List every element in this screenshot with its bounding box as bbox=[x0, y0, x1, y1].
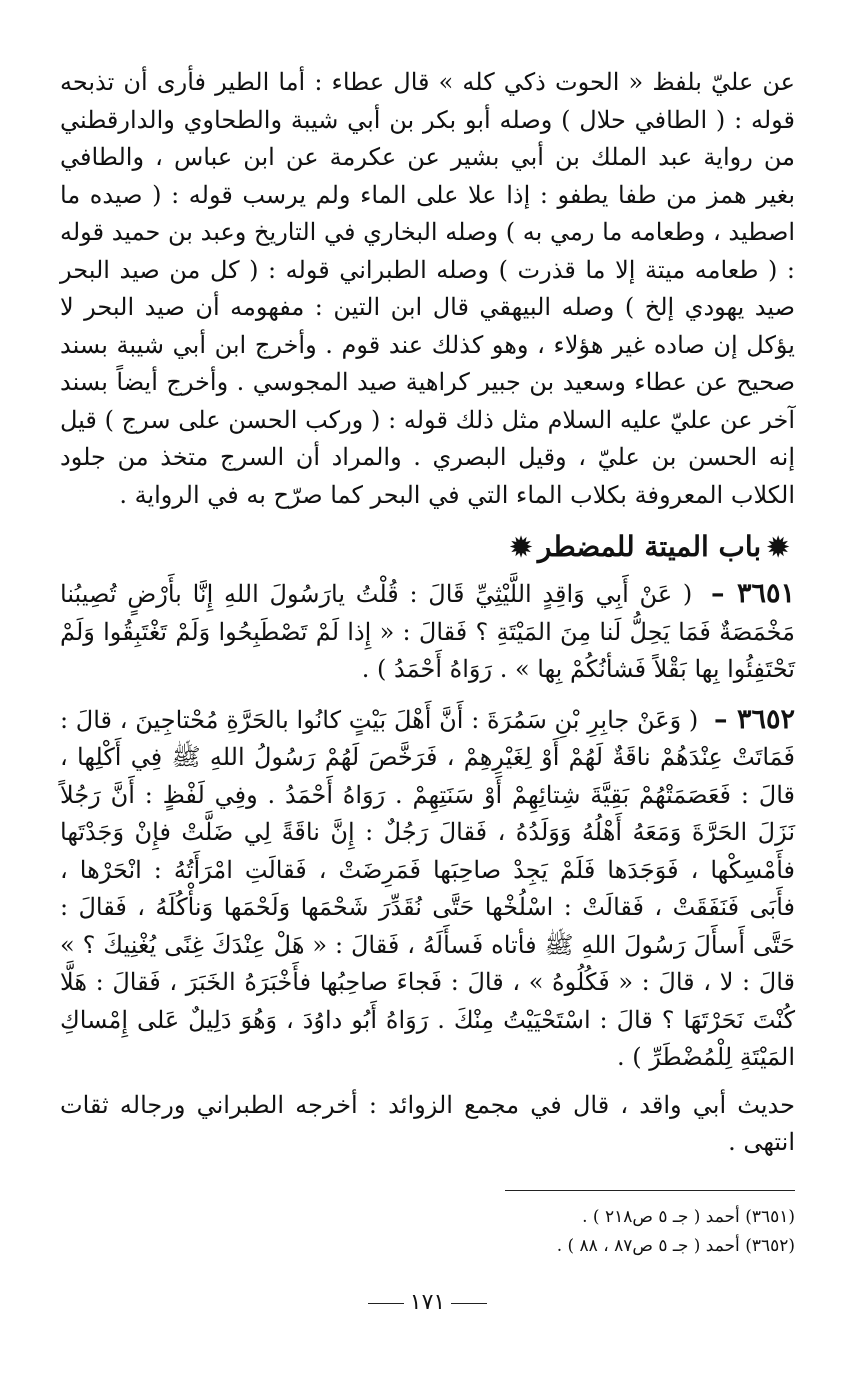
main-text-column bbox=[60, 64, 795, 1162]
footnote-divider bbox=[505, 1190, 795, 1191]
chapter-heading bbox=[60, 528, 795, 567]
ornament-star-icon: ✹ bbox=[510, 533, 532, 563]
commentary-paragraph: عن عليّ بلفظ « الحوت ذكي كله » قال عطاء : أما الطير فأرى أن تذبحه قوله : ( الطافي حلال ) وصله أبو بكر بن أبي شيبة والطحاوي والدارقطني من رواية عبد الملك بن أبي بشير عن عكرمة عن ابن عباس ، والطافي بغير همز من طفا يطفو : إذا علا على الماء ولم يرسب قوله : ( صيده ما اصطيد ، وطعامه ما رمي به ) وصله البخاري في التاريخ وعبد بن حميد قوله : ( طعامه ميتة إلا ما قذرت ) وصله الطبراني قوله : ( كل من صيد البحر صيد يهودي إلخ ) وصله البيهقي قال ابن التين : مفهومه أن صيد البحر لا يؤكل إن صاده غير هؤلاء ، وهو كذلك عند قوم . وأخرج ابن أبي شيبة بسند صحيح عن عطاء وسعيد بن جبير كراهية صيد المجوسي . وأخرج أيضاً بسند آخر عن عليّ عليه السلام مثل ذلك قوله : ( وركب الحسن على سرج ) قيل إنه الحسن بن عليّ ، وقيل البصري . والمراد أن السرج متخذ من جلود الكلاب المعروفة بكلاب الماء التي في البحر كما صرّح به في الرواية . bbox=[60, 68, 796, 509]
hadith-3652 bbox=[60, 701, 795, 1077]
hadith-text: ( عَنْ أَبِي وَاقِدٍ اللَّيْثِيِّ قَالَ : قُلْتُ يارَسُولَ اللهِ إِنَّا بأَرْضٍ تُصِيبُنا مَخْمَصَةٌ فَمَا يَحِلُّ لَنا مِنَ المَيْتَةِ ؟ فَقالَ : « إِذا لَمْ تَصْطَبِحُوا وَلَمْ تَغْتَبِقُوا وَلَمْ تَحْتَفِئُوا بِها بَقْلاً فَشأنُكُمْ بِها » . رَوَاهُ أَحْمَدُ ) . bbox=[60, 580, 795, 683]
hadith-number: ٣٦٥١ – bbox=[710, 578, 795, 609]
ornament-star-icon: ✹ bbox=[767, 533, 789, 563]
hadith-number: ٣٦٥٢ – bbox=[713, 703, 795, 735]
chapter-title: باب الميتة للمضطر bbox=[537, 530, 762, 563]
hadith-3651 bbox=[60, 575, 795, 689]
footnote-item: (٣٦٥١) أحمد ( جـ ٥ ص٢١٨ ) . bbox=[582, 1207, 795, 1227]
footnote-item: (٣٦٥٢) أحمد ( جـ ٥ ص٨٧ ، ٨٨ ) . bbox=[556, 1236, 795, 1256]
page-number: ١٧١ bbox=[409, 1290, 446, 1315]
folio-dash bbox=[368, 1303, 404, 1304]
page-number-area bbox=[0, 1290, 855, 1315]
footnotes bbox=[60, 1203, 795, 1261]
folio-dash bbox=[451, 1303, 487, 1304]
hadith-text: ( وَعَنْ جابِرِ بْنِ سَمُرَةَ : أَنَّ أَهْلَ بَيْتٍ كانُوا بالحَرَّةِ مُحْتاجِينَ ، قالَ : فَمَاتَتْ عِنْدَهُمْ ناقَةٌ لَهُمْ أَوْ لِغَيْرِهِمْ ، فَرَخَّصَ لَهُمْ رَسُولُ اللهِ ﷺ فِي أَكْلِها ، قالَ : فَعَصَمَتْهُمْ بَقِيَّةَ شِتائِهِمْ أَوْ سَنَتِهِمْ . رَوَاهُ أَحْمَدُ . وفِي لَفْظٍ : أَنَّ رَجُلاً نَزَلَ الحَرَّةَ وَمَعَهُ أَهْلُهُ وَوَلَدُهُ ، فَقالَ رَجُلٌ : إِنَّ ناقَةً لِي ضَلَّتْ فإِنْ وَجَدْتَها فأَمْسِكْها ، فَوَجَدَها فَلَمْ يَجِدْ صاحِبَها فَمَرِضَتْ ، فَقالَتِ امْرَأَتُهُ : انْحَرْها ، فأَبَى فَنَفَقَتْ ، فَقالَتْ : اسْلُخْها حَتَّى نُقَدِّرَ شَحْمَها وَلَحْمَها وَنأْكُلَهُ ، فَقالَ : حَتَّى أَسأَلَ رَسُولَ اللهِ ﷺ فأتاه فَسأَلَهُ ، فَقالَ : « هَلْ عِنْدَكَ غِنًى يُغْنِيكَ ؟ » قالَ : لا ، قالَ : « فَكُلُوهُ » ، قالَ : فَجاءَ صاحِبُها فأَخْبَرَهُ الخَبَرَ ، فَقالَ : هَلَّا كُنْتَ نَحَرْتَهَا ؟ قالَ : اسْتَحْيَيْتُ مِنْكَ . رَوَاهُ أَبُو داوُدَ ، وَهُوَ دَلِيلٌ عَلى إِمْساكِ المَيْتَةِ لِلْمُضْطَرِّ ) . bbox=[60, 705, 795, 1071]
closing-note: حديث أبي واقد ، قال في مجمع الزوائد : أخرجه الطبراني ورجاله ثقات انتهى . bbox=[60, 1090, 795, 1156]
